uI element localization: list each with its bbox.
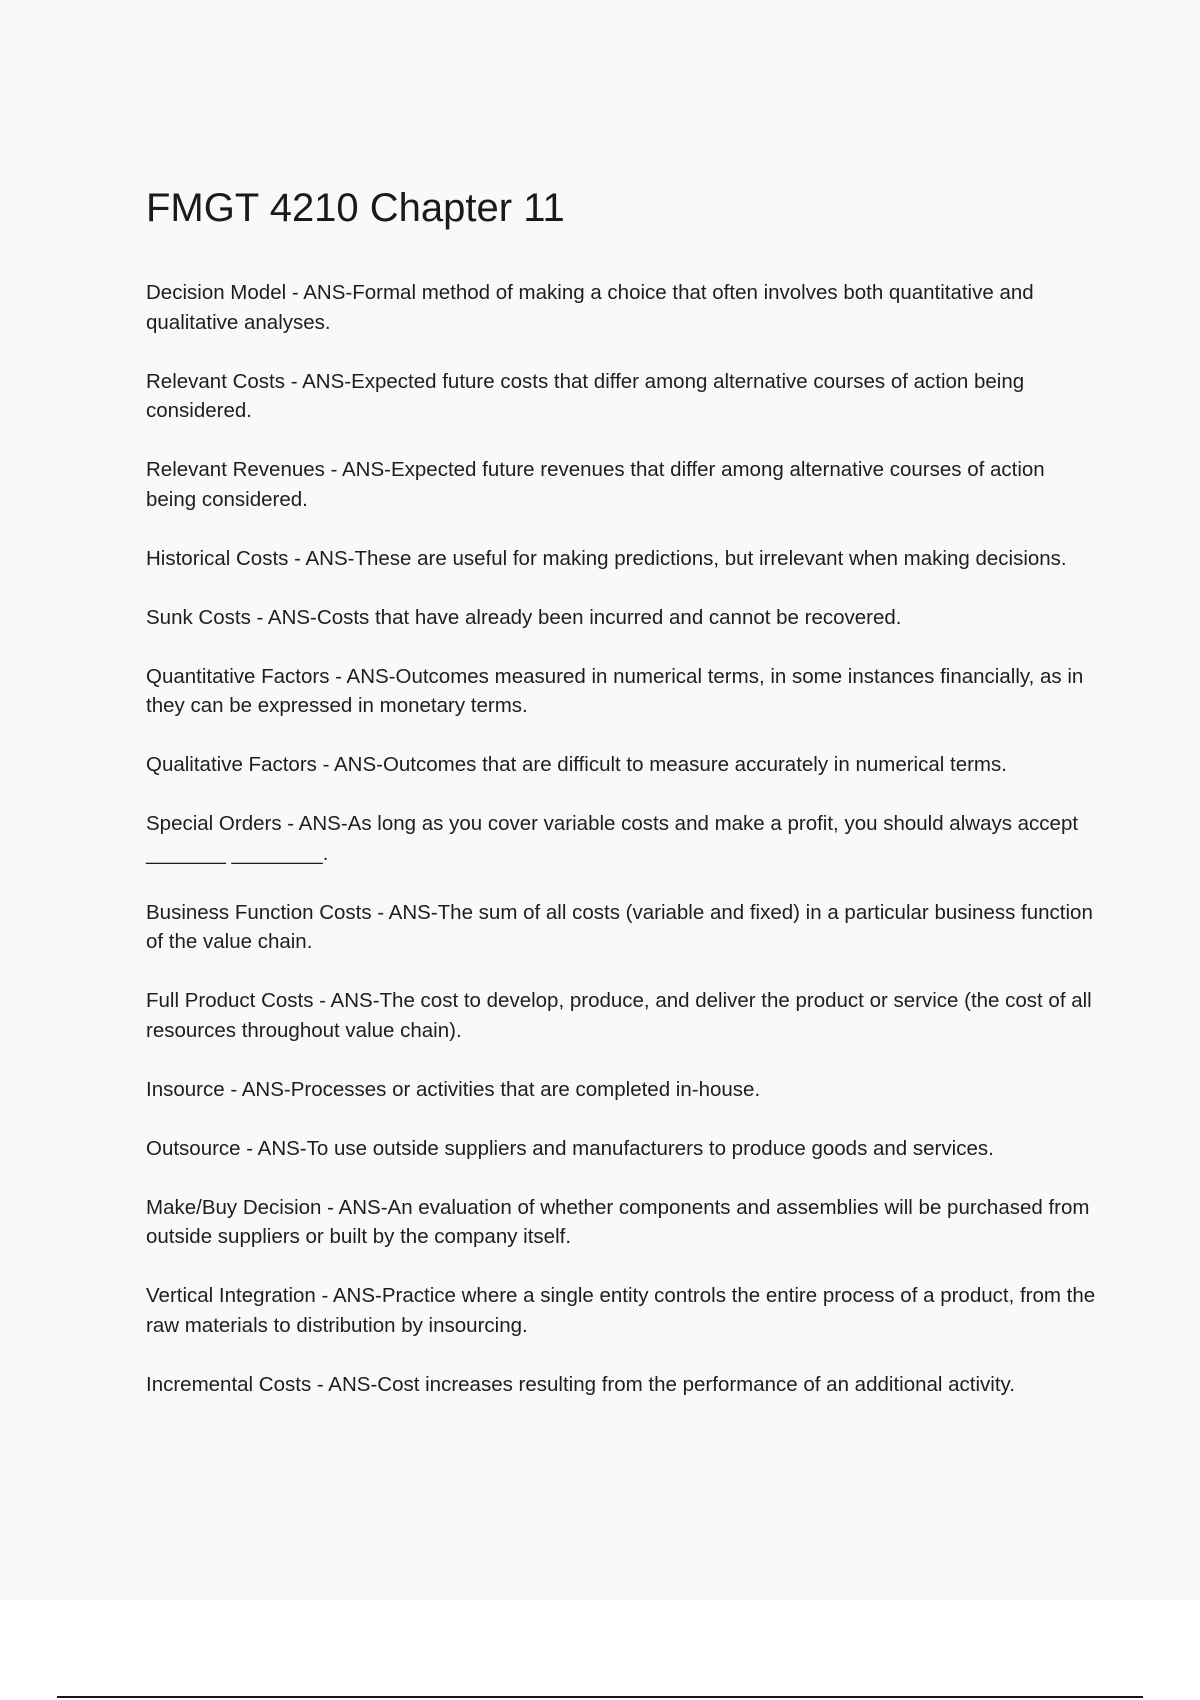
term-entry: Special Orders - ANS-As long as you cover variable costs and make a profit, you should always accept _______ ________. bbox=[146, 812, 1079, 865]
term-entry: Vertical Integration - ANS-Practice where a single entity controls the entire process of a product, from the raw materials to distribution by insourcing. bbox=[146, 1284, 1096, 1337]
term-entry: Relevant Revenues - ANS-Expected future revenues that differ among alternative courses of action being considered. bbox=[146, 458, 1045, 511]
term-entry: Business Function Costs - ANS-The sum of all costs (variable and fixed) in a particular business function of the value chain. bbox=[146, 900, 1093, 953]
term-entry: Quantitative Factors - ANS-Outcomes measured in numerical terms, in some instances financially, as in they can be expressed in monetary terms. bbox=[146, 664, 1084, 717]
term-entry: Historical Costs - ANS-These are useful for making predictions, but irrelevant when making decisions. bbox=[146, 546, 1067, 570]
term-entry: Sunk Costs - ANS-Costs that have already been incurred and cannot be recovered. bbox=[146, 605, 902, 629]
term-entry: Relevant Costs - ANS-Expected future costs that differ among alternative courses of action being considered. bbox=[146, 369, 1025, 422]
term-list bbox=[146, 278, 1096, 1429]
term-entry: Decision Model - ANS-Formal method of making a choice that often involves both quantitative and qualitative analyses. bbox=[146, 281, 1034, 334]
term-entry: Make/Buy Decision - ANS-An evaluation of whether components and assemblies will be purchased from outside suppliers or built by the company itself. bbox=[146, 1195, 1090, 1248]
footer-divider bbox=[57, 1696, 1143, 1698]
term-entry: Incremental Costs - ANS-Cost increases resulting from the performance of an additional activity. bbox=[146, 1372, 1015, 1396]
term-entry: Full Product Costs - ANS-The cost to develop, produce, and deliver the product or service (the cost of all resources throughout value chain). bbox=[146, 989, 1092, 1042]
term-entry: Insource - ANS-Processes or activities that are completed in-house. bbox=[146, 1077, 761, 1101]
term-entry: Outsource - ANS-To use outside suppliers and manufacturers to produce goods and services. bbox=[146, 1136, 994, 1160]
document-title: FMGT 4210 Chapter 11 bbox=[146, 186, 565, 230]
term-entry: Qualitative Factors - ANS-Outcomes that are difficult to measure accurately in numerical terms. bbox=[146, 753, 1007, 776]
